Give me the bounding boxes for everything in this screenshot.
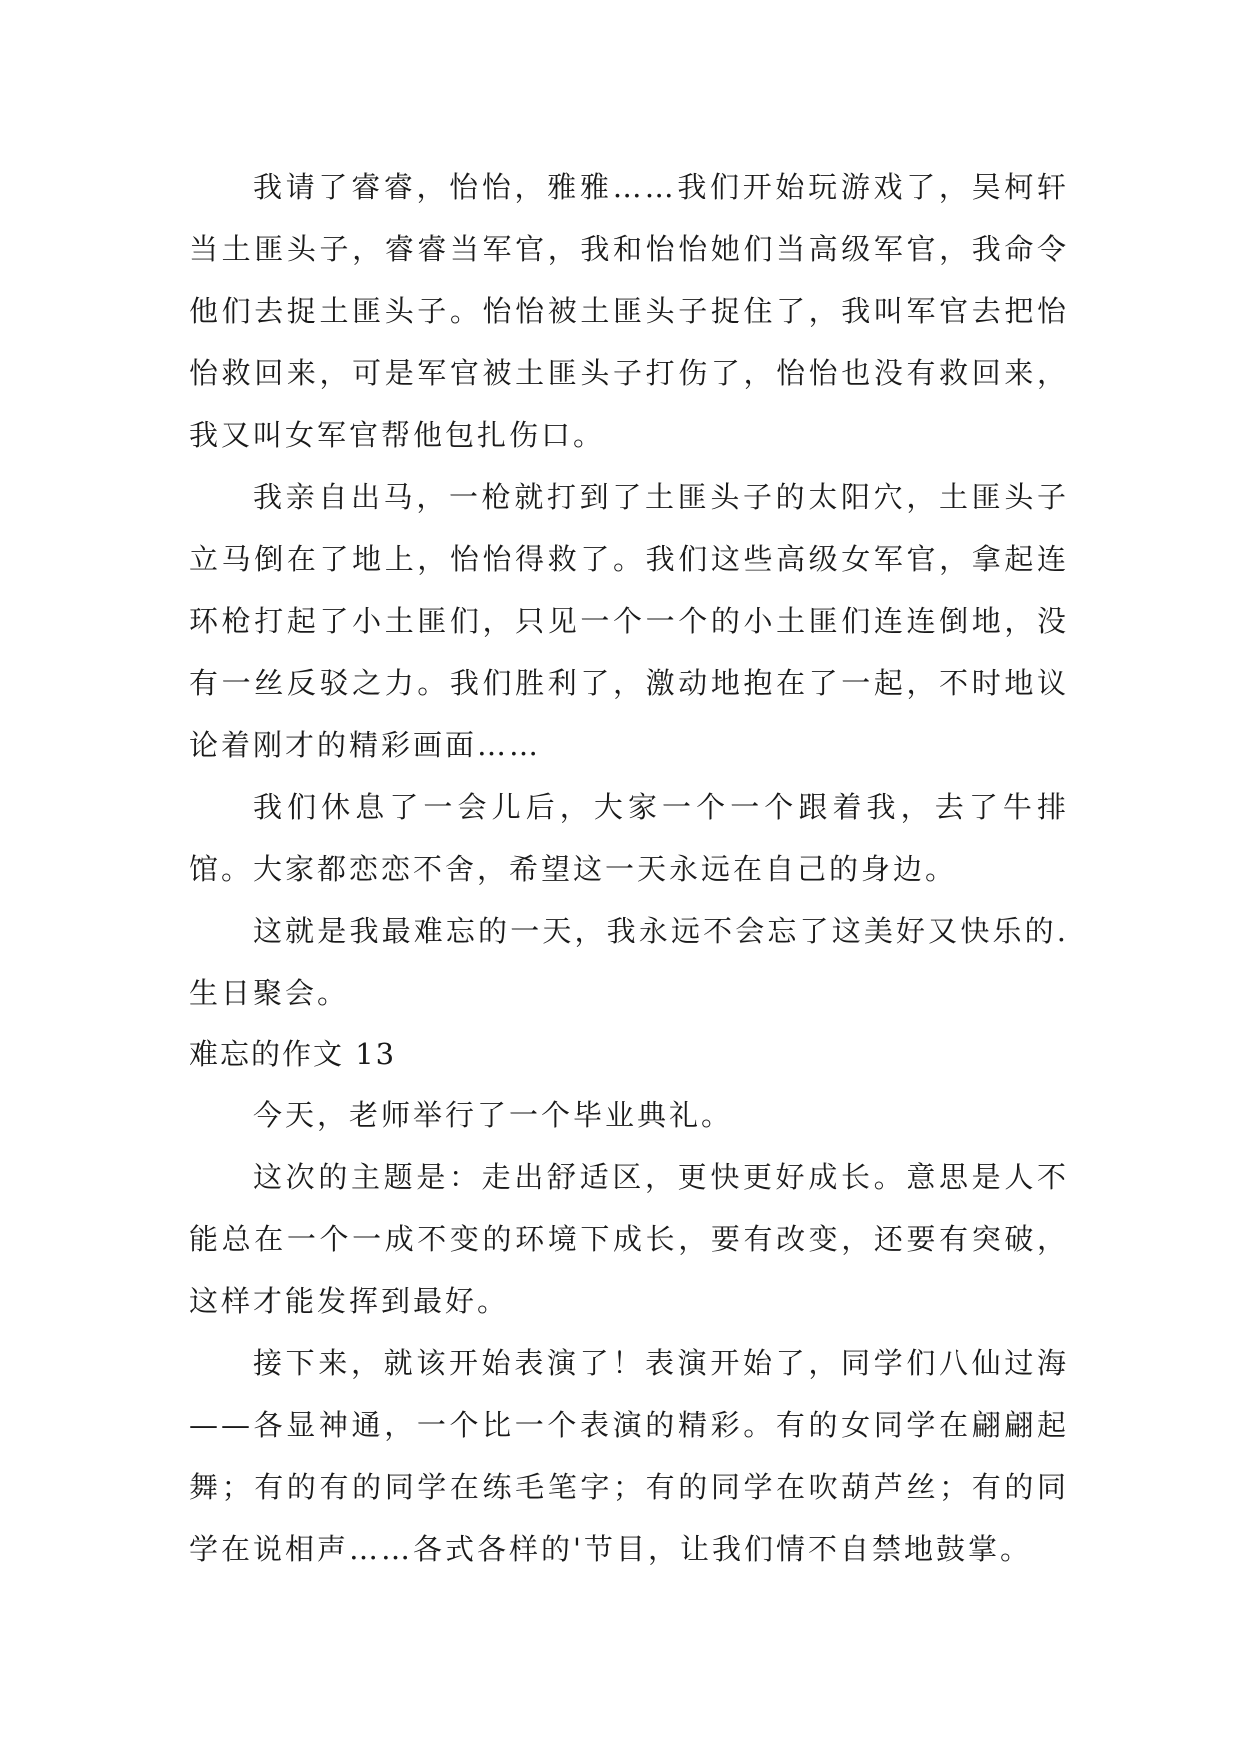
paragraph-steakhouse: 我们休息了一会儿后，大家一个一个跟着我，去了牛排馆。大家都恋恋不舍，希望这一天永远在自己的身边。 bbox=[189, 790, 1069, 886]
paragraph-game: 我请了睿睿，怡怡，雅雅……我们开始玩游戏了，吴柯轩当土匪头子，睿睿当军官，我和怡怡她们当高级军官，我命令他们去捉土匪头子。怡怡被土匪头子捉住了，我叫军官去把怡怡救回来，可是军官被土匪头子打伤了，怡怡也没有救回来，我又叫女军官帮他包扎伤口。 bbox=[189, 170, 1069, 452]
paragraph-performance: 接下来，就该开始表演了！表演开始了，同学们八仙过海——各显神通，一个比一个表演的精彩。有的女同学在翩翩起舞；有的有的同学在练毛笔字；有的同学在吹葫芦丝；有的同学在说相声……各式各样的'节目，让我们情不自禁地鼓掌。 bbox=[189, 1346, 1069, 1566]
paragraph-rescue: 我亲自出马，一枪就打到了土匪头子的太阳穴，土匪头子立马倒在了地上，怡怡得救了。我们这些高级女军官，拿起连环枪打起了小土匪们，只见一个一个的小土匪们连连倒地，没有一丝反驳之力。我们胜利了，激动地抱在了一起，不时地议论着刚才的精彩画面…… bbox=[189, 480, 1069, 762]
paragraph-theme: 这次的主题是：走出舒适区，更快更好成长。意思是人不能总在一个一成不变的环境下成长，要有改变，还要有突破，这样才能发挥到最好。 bbox=[189, 1160, 1069, 1318]
paragraph-graduation: 今天，老师举行了一个毕业典礼。 bbox=[253, 1098, 734, 1132]
paragraph-birthday: 这就是我最难忘的一天，我永远不会忘了这美好又快乐的.生日聚会。 bbox=[189, 914, 1069, 1010]
document-body bbox=[189, 156, 1069, 1580]
essay-heading: 难忘的作文 13 bbox=[189, 1037, 397, 1071]
